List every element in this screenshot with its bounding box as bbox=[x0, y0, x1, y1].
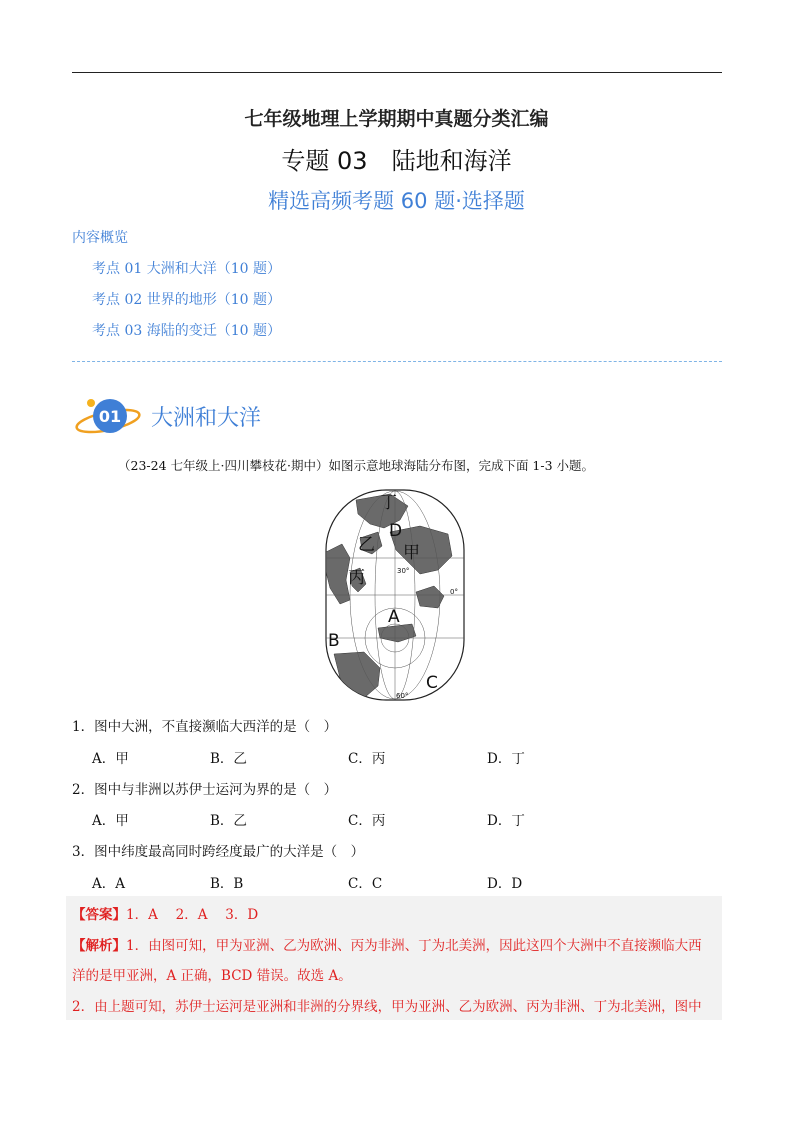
question-1-stem: 1．图中大洲，不直接濒临大西洋的是（ ） bbox=[72, 719, 338, 735]
map-label-b: B bbox=[328, 631, 340, 651]
q1-option-b[interactable]: B．乙 bbox=[210, 751, 247, 767]
section-divider bbox=[72, 361, 722, 362]
q3-option-b[interactable]: B．B bbox=[210, 876, 244, 892]
analysis-line-3: 2．由上题可知，苏伊士运河是亚洲和非洲的分界线，甲为亚洲、乙为欧洲、丙为非洲、丁为北美洲，图中 bbox=[72, 999, 702, 1015]
sub-title: 精选高频考题 60 题·选择题 bbox=[268, 189, 525, 213]
answer-text: 1．A 2．A 3．D bbox=[126, 907, 259, 923]
q3-option-a[interactable]: A．A bbox=[92, 876, 125, 892]
section-badge-number: 01 bbox=[98, 407, 122, 426]
question-3-stem: 3．图中纬度最高同时跨经度最广的大洋是（ ） bbox=[72, 844, 365, 860]
section-badge bbox=[72, 395, 152, 439]
map-label-bing: 丙 bbox=[348, 568, 365, 588]
map-degree-30: 30° bbox=[397, 567, 410, 575]
question-2-stem: 2．图中与非洲以苏伊士运河为界的是（ ） bbox=[72, 782, 338, 798]
analysis-text-1: 1．由图可知，甲为亚洲、乙为欧洲、丙为非洲、丁为北美洲，因此这四个大洲中不直接濒临大西 bbox=[126, 938, 702, 954]
answer-line bbox=[72, 903, 258, 923]
q1-option-d[interactable]: D．丁 bbox=[487, 751, 525, 767]
map-label-yi: 乙 bbox=[358, 535, 375, 555]
analysis-line-1 bbox=[72, 934, 702, 954]
overview-item-2[interactable]: 考点 02 世界的地形（10 题） bbox=[92, 292, 281, 308]
analysis-line-2: 洋的是甲亚洲，A 正确，BCD 错误。故选 A。 bbox=[72, 968, 352, 984]
analysis-tag: 【解析】 bbox=[72, 938, 126, 954]
doc-title: 七年级地理上学期期中真题分类汇编 bbox=[244, 108, 549, 130]
map-label-d: D bbox=[389, 521, 403, 541]
overview-item-3[interactable]: 考点 03 海陆的变迁（10 题） bbox=[92, 323, 281, 339]
question-intro: （23-24 七年级上·四川攀枝花·期中）如图示意地球海陆分布图，完成下面 1-3 小题。 bbox=[118, 458, 595, 473]
q2-option-d[interactable]: D．丁 bbox=[487, 813, 525, 829]
q1-option-c[interactable]: C．丙 bbox=[348, 751, 386, 767]
topic-title: 专题 03 陆地和海洋 bbox=[281, 147, 512, 175]
map-degree-60: 60° bbox=[396, 692, 409, 700]
q1-option-a[interactable]: A．甲 bbox=[92, 751, 129, 767]
map-label-c: C bbox=[426, 673, 438, 693]
q2-option-a[interactable]: A．甲 bbox=[92, 813, 129, 829]
map-label-a: A bbox=[388, 607, 400, 627]
world-map-figure bbox=[320, 488, 470, 707]
map-degree-0: 0° bbox=[450, 588, 458, 596]
top-rule bbox=[72, 72, 722, 73]
q2-option-c[interactable]: C．丙 bbox=[348, 813, 386, 829]
section-title: 大洲和大洋 bbox=[151, 406, 262, 431]
q3-option-c[interactable]: C．C bbox=[348, 876, 383, 892]
overview-heading: 内容概览 bbox=[72, 230, 128, 246]
q2-option-b[interactable]: B．乙 bbox=[210, 813, 247, 829]
overview-item-1[interactable]: 考点 01 大洲和大洋（10 题） bbox=[92, 261, 281, 277]
q3-option-d[interactable]: D．D bbox=[487, 876, 523, 892]
answer-tag: 【答案】 bbox=[72, 907, 126, 923]
map-label-jia: 甲 bbox=[403, 543, 420, 563]
map-label-ding: 丁 bbox=[380, 493, 397, 513]
